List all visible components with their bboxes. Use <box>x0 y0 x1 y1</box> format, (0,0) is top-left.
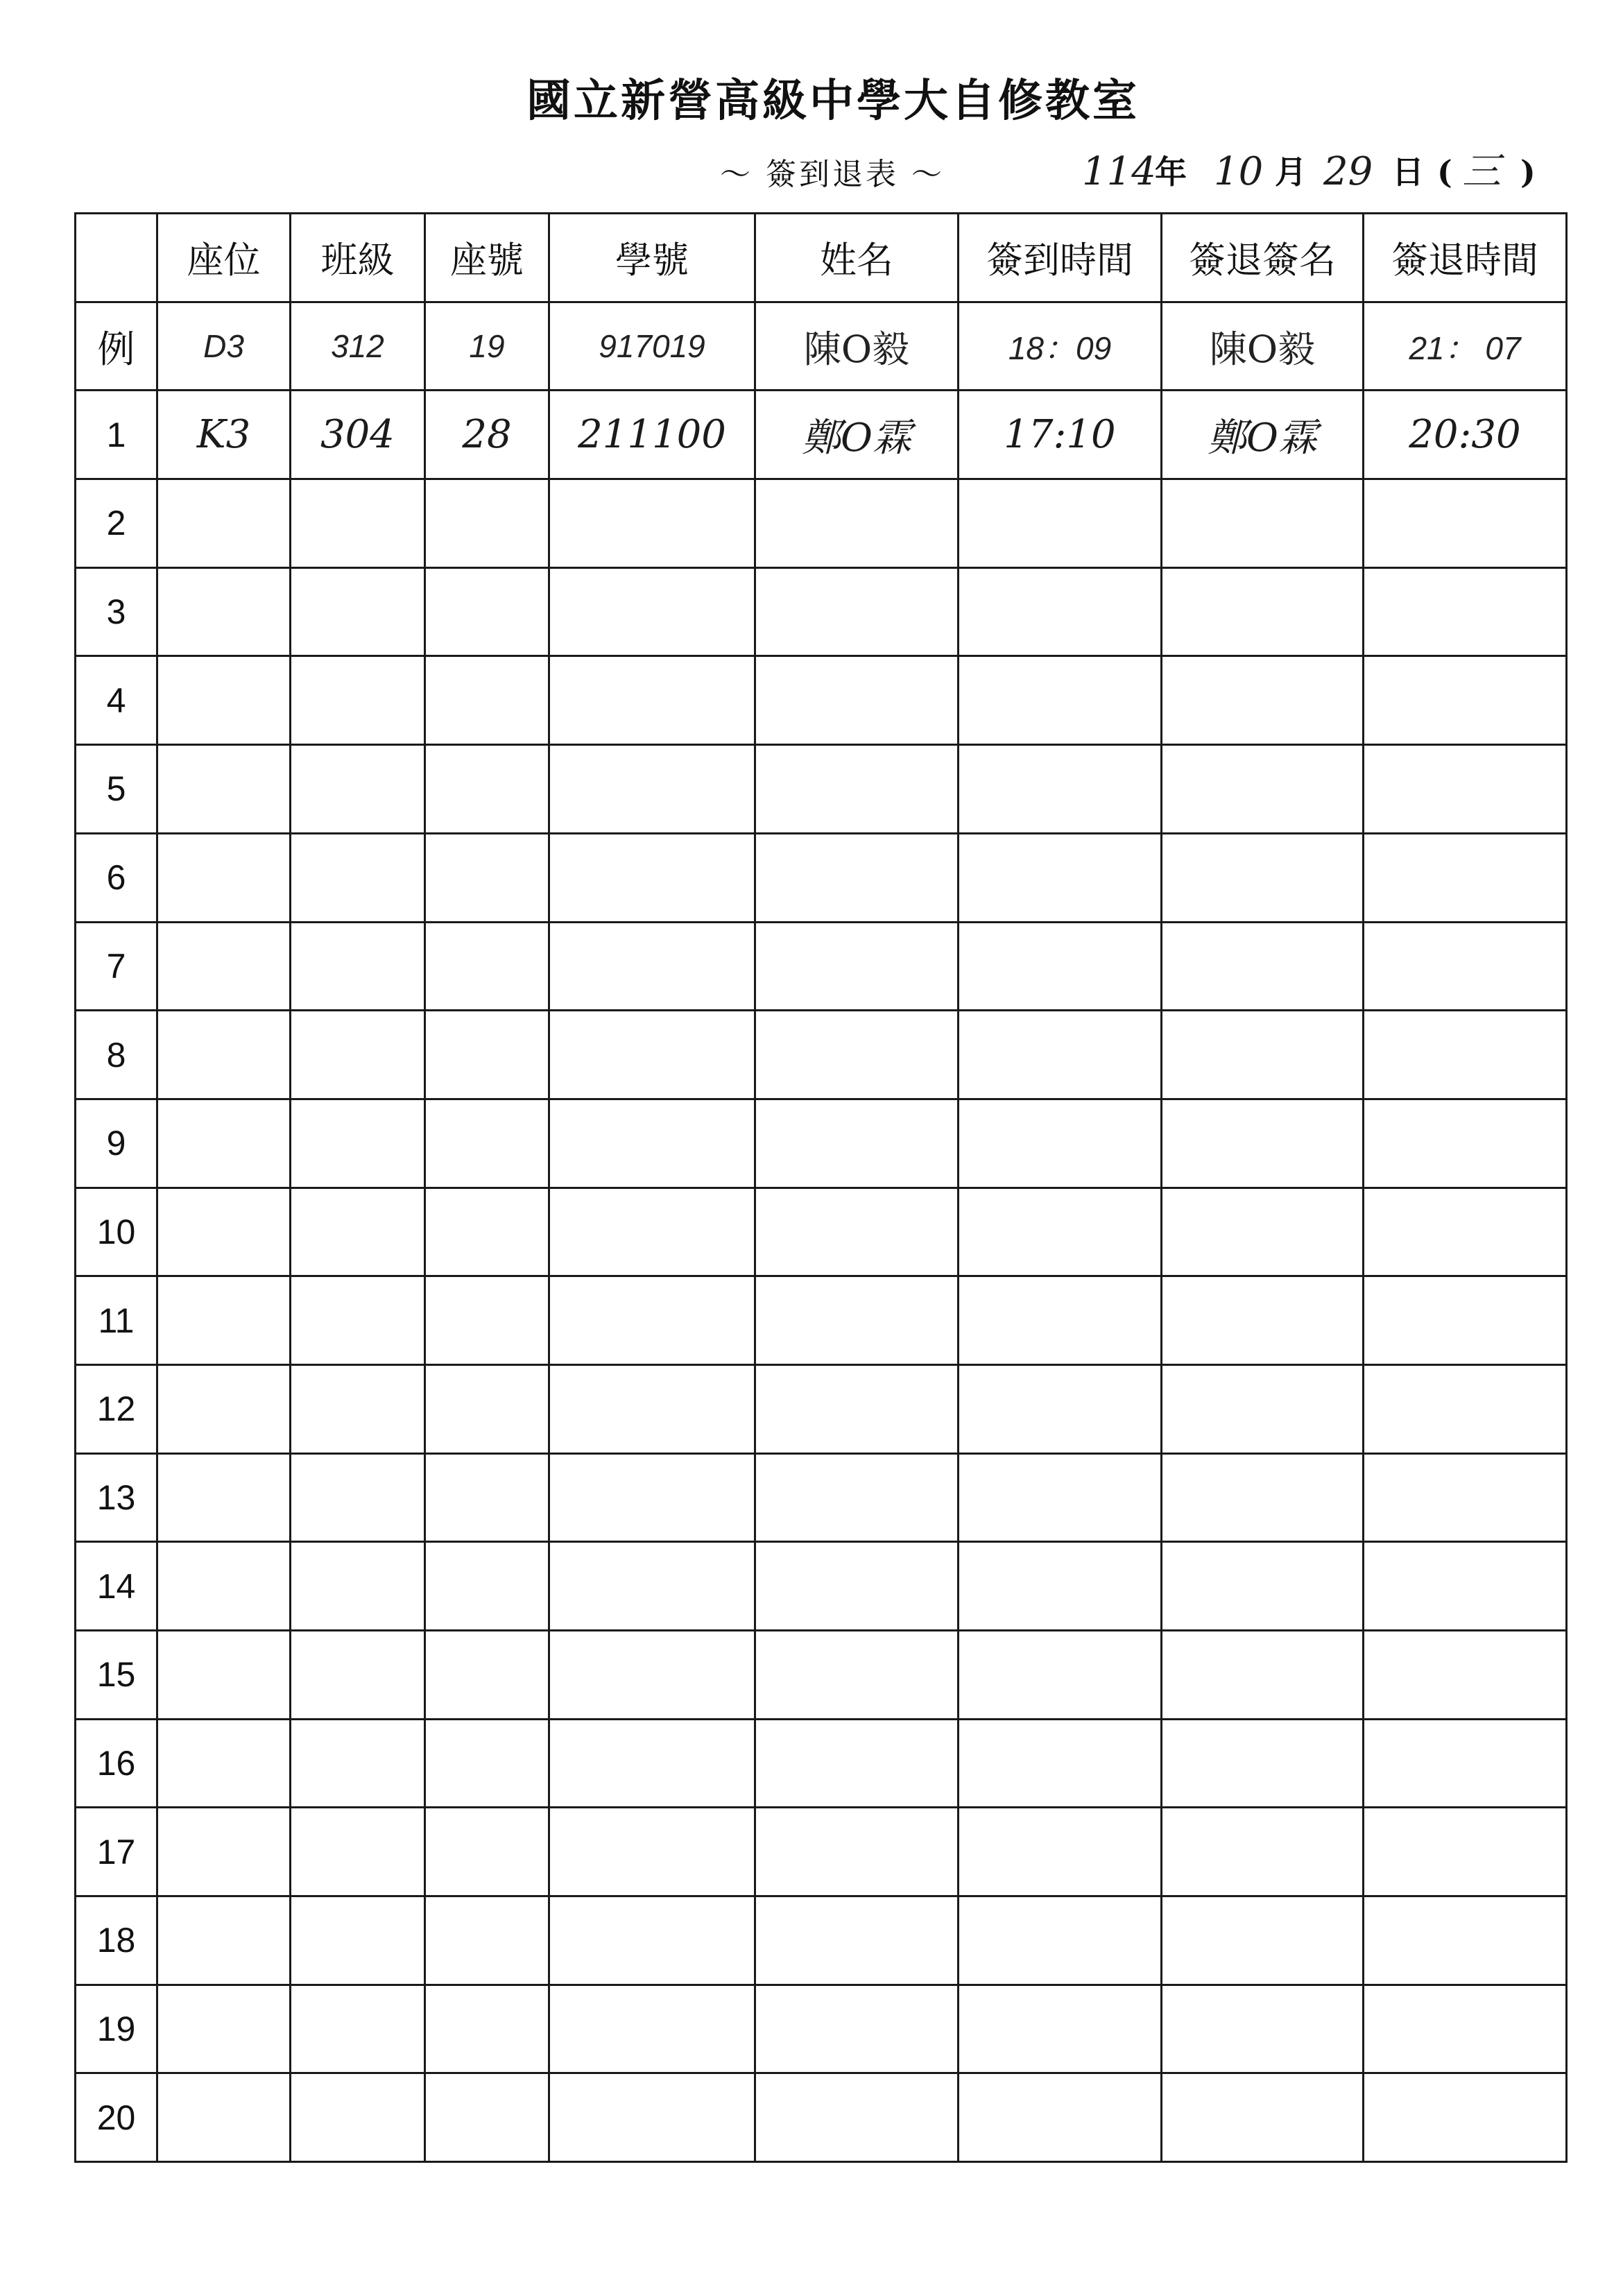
seat-number-cell <box>425 1896 549 1985</box>
name-cell <box>755 1364 959 1453</box>
sign-out-time-cell <box>1364 1985 1567 2073</box>
sign-out-time-cell <box>1364 745 1567 834</box>
sign-out-signature-cell <box>1162 745 1364 834</box>
class-cell <box>291 1631 425 1720</box>
sign-in-time-cell <box>959 656 1162 745</box>
student-id-cell <box>549 1011 755 1099</box>
sign-out-signature-cell <box>1162 479 1364 568</box>
sign-in-time-cell <box>959 1985 1162 2073</box>
sign-out-signature-cell <box>1162 1985 1364 2073</box>
row-number: 18 <box>76 1896 157 1985</box>
row-number: 13 <box>76 1453 157 1542</box>
sign-out-time-cell <box>1364 1719 1567 1808</box>
seat-number-cell <box>425 1011 549 1099</box>
row-number: 16 <box>76 1719 157 1808</box>
seat-number-cell: 28 <box>425 391 549 479</box>
sign-in-time-cell <box>959 1364 1162 1453</box>
sign-out-signature-cell <box>1162 1188 1364 1276</box>
example-sign-out-signature-cell: 陳O毅 <box>1162 302 1364 391</box>
class-cell <box>291 1011 425 1099</box>
seat-number-cell <box>425 1099 549 1188</box>
seat-number-cell <box>425 1719 549 1808</box>
sign-in-time-cell <box>959 1542 1162 1631</box>
date-day: 29 <box>1323 149 1373 194</box>
example-sign-in-time-cell: 18：09 <box>959 302 1162 391</box>
sign-out-time-cell <box>1364 833 1567 922</box>
student-id-cell <box>549 479 755 568</box>
table-row <box>76 922 1567 1011</box>
seat-cell: K3 <box>157 391 291 479</box>
seat-cell <box>157 1542 291 1631</box>
student-id-cell <box>549 1808 755 1896</box>
seat-number-cell <box>425 1985 549 2073</box>
row-number: 10 <box>76 1188 157 1276</box>
sign-out-time-cell <box>1364 2073 1567 2162</box>
class-cell <box>291 745 425 834</box>
column-header: 姓名 <box>755 214 959 302</box>
seat-number-cell <box>425 479 549 568</box>
name-cell <box>755 567 959 656</box>
seat-cell <box>157 656 291 745</box>
class-cell <box>291 567 425 656</box>
date-year: 114 <box>1082 149 1156 194</box>
sign-in-time-cell <box>959 745 1162 834</box>
sign-in-time-cell <box>959 1099 1162 1188</box>
student-id-cell <box>549 922 755 1011</box>
seat-cell <box>157 1011 291 1099</box>
seat-cell <box>157 1276 291 1365</box>
seat-cell <box>157 1099 291 1188</box>
seat-cell <box>157 1985 291 2073</box>
name-cell <box>755 1719 959 1808</box>
sign-out-time-cell <box>1364 1808 1567 1896</box>
row-number: 12 <box>76 1364 157 1453</box>
column-header: 座號 <box>425 214 549 302</box>
sign-in-time-cell <box>959 1188 1162 1276</box>
table-row <box>76 1542 1567 1631</box>
student-id-cell <box>549 1453 755 1542</box>
seat-cell <box>157 745 291 834</box>
sign-out-signature-cell <box>1162 567 1364 656</box>
table-row <box>76 2073 1567 2162</box>
seat-number-cell <box>425 833 549 922</box>
form-subtitle: ～ 簽到退表 ～ <box>720 157 945 192</box>
example-seat-cell: D3 <box>157 302 291 391</box>
student-id-cell: 211100 <box>549 391 755 479</box>
row-number: 2 <box>76 479 157 568</box>
seat-cell <box>157 1896 291 1985</box>
column-header: 簽到時間 <box>959 214 1162 302</box>
column-header: 班級 <box>291 214 425 302</box>
sign-in-time-cell <box>959 1631 1162 1720</box>
example-seat-number-cell: 19 <box>425 302 549 391</box>
sign-out-time-cell <box>1364 1453 1567 1542</box>
seat-cell <box>157 2073 291 2162</box>
seat-number-cell <box>425 1542 549 1631</box>
seat-number-cell <box>425 1276 549 1365</box>
sign-out-time-cell <box>1364 1276 1567 1365</box>
row-number: 15 <box>76 1631 157 1720</box>
sign-in-time-cell: 17:10 <box>959 391 1162 479</box>
sign-out-time-cell <box>1364 656 1567 745</box>
sign-out-signature-cell <box>1162 2073 1364 2162</box>
student-id-cell <box>549 656 755 745</box>
class-cell: 304 <box>291 391 425 479</box>
table-row <box>76 1631 1567 1720</box>
column-header: 簽退時間 <box>1364 214 1567 302</box>
sign-out-time-cell <box>1364 1542 1567 1631</box>
seat-cell <box>157 833 291 922</box>
seat-number-cell <box>425 567 549 656</box>
seat-cell <box>157 1631 291 1720</box>
name-cell <box>755 1276 959 1365</box>
sign-out-time-cell <box>1364 1099 1567 1188</box>
row-number: 4 <box>76 656 157 745</box>
table-row <box>76 656 1567 745</box>
name-cell <box>755 922 959 1011</box>
class-cell <box>291 1188 425 1276</box>
student-id-cell <box>549 1542 755 1631</box>
seat-cell <box>157 567 291 656</box>
table-row <box>76 833 1567 922</box>
name-cell <box>755 656 959 745</box>
student-id-cell <box>549 745 755 834</box>
row-number: 3 <box>76 567 157 656</box>
sign-in-time-cell <box>959 833 1162 922</box>
student-id-cell <box>549 1099 755 1188</box>
class-cell <box>291 1099 425 1188</box>
row-number: 6 <box>76 833 157 922</box>
sign-out-signature-cell <box>1162 1011 1364 1099</box>
column-header: 簽退簽名 <box>1162 214 1364 302</box>
table-row <box>76 745 1567 834</box>
student-id-cell <box>549 2073 755 2162</box>
student-id-cell <box>549 1985 755 2073</box>
sign-out-time-cell <box>1364 1364 1567 1453</box>
seat-cell <box>157 1453 291 1542</box>
class-cell <box>291 1453 425 1542</box>
sign-in-time-cell <box>959 1011 1162 1099</box>
date-day-label: 日 <box>1392 153 1424 191</box>
name-cell <box>755 1011 959 1099</box>
sign-out-time-cell <box>1364 479 1567 568</box>
name-cell <box>755 833 959 922</box>
sign-out-signature-cell <box>1162 1896 1364 1985</box>
seat-number-cell <box>425 1631 549 1720</box>
table-row <box>76 1453 1567 1542</box>
table-row <box>76 1276 1567 1365</box>
seat-cell <box>157 922 291 1011</box>
date-weekday: 三 <box>1462 149 1501 194</box>
sign-in-time-cell <box>959 1453 1162 1542</box>
seat-number-cell <box>425 1188 549 1276</box>
seat-cell <box>157 1188 291 1276</box>
row-number: 19 <box>76 1985 157 2073</box>
seat-number-cell <box>425 1453 549 1542</box>
name-cell: 鄭O霖 <box>755 391 959 479</box>
class-cell <box>291 656 425 745</box>
row-number: 9 <box>76 1099 157 1188</box>
seat-number-cell <box>425 1808 549 1896</box>
seat-cell <box>157 1719 291 1808</box>
student-id-cell <box>549 1276 755 1365</box>
name-cell <box>755 479 959 568</box>
table-row <box>76 1188 1567 1276</box>
table-row <box>76 1099 1567 1188</box>
row-number: 1 <box>76 391 157 479</box>
class-cell <box>291 833 425 922</box>
class-cell <box>291 1364 425 1453</box>
seat-number-cell <box>425 1364 549 1453</box>
table-row <box>76 1011 1567 1099</box>
sign-out-signature-cell <box>1162 1808 1364 1896</box>
table-row <box>76 1985 1567 2073</box>
table-row <box>76 479 1567 568</box>
date-weekday-open: ( <box>1437 153 1452 191</box>
date-month-label: 月 <box>1275 153 1307 191</box>
row-number: 14 <box>76 1542 157 1631</box>
table-body <box>76 302 1567 2161</box>
sign-in-time-cell <box>959 1896 1162 1985</box>
table-row <box>76 1719 1567 1808</box>
name-cell <box>755 1099 959 1188</box>
example-student-id-cell: 917019 <box>549 302 755 391</box>
sign-out-signature-cell <box>1162 833 1364 922</box>
table-row <box>76 1896 1567 1985</box>
sign-out-time-cell <box>1364 922 1567 1011</box>
row-number: 11 <box>76 1276 157 1365</box>
name-cell <box>755 1453 959 1542</box>
name-cell <box>755 1542 959 1631</box>
example-row <box>76 302 1567 391</box>
table-row <box>76 567 1567 656</box>
seat-cell <box>157 1808 291 1896</box>
seat-cell <box>157 479 291 568</box>
sign-out-time-cell: 20:30 <box>1364 391 1567 479</box>
sign-in-time-cell <box>959 1276 1162 1365</box>
table-header <box>76 214 1567 302</box>
name-cell <box>755 1188 959 1276</box>
sign-in-time-cell <box>959 2073 1162 2162</box>
row-number: 8 <box>76 1011 157 1099</box>
sign-in-sheet-table <box>74 212 1568 2163</box>
sign-in-time-cell <box>959 567 1162 656</box>
date-year-label: 年 <box>1155 153 1187 191</box>
student-id-cell <box>549 1188 755 1276</box>
example-class-cell: 312 <box>291 302 425 391</box>
seat-cell <box>157 1364 291 1453</box>
name-cell <box>755 1985 959 2073</box>
sign-out-time-cell <box>1364 1896 1567 1985</box>
sign-out-signature-cell <box>1162 1453 1364 1542</box>
name-cell <box>755 2073 959 2162</box>
column-header: 學號 <box>549 214 755 302</box>
date-month: 10 <box>1214 149 1264 194</box>
sign-in-time-cell <box>959 1719 1162 1808</box>
example-name-cell: 陳O毅 <box>755 302 959 391</box>
name-cell <box>755 745 959 834</box>
sign-out-signature-cell: 鄭O霖 <box>1162 391 1364 479</box>
seat-number-cell <box>425 922 549 1011</box>
sign-out-signature-cell <box>1162 1542 1364 1631</box>
sign-out-time-cell <box>1364 1011 1567 1099</box>
class-cell <box>291 1985 425 2073</box>
example-sign-out-time-cell: 21： 07 <box>1364 302 1567 391</box>
sign-out-signature-cell <box>1162 1719 1364 1808</box>
seat-number-cell <box>425 2073 549 2162</box>
example-label: 例 <box>76 302 157 391</box>
table-row <box>76 1808 1567 1896</box>
table-row <box>76 391 1567 479</box>
header-row <box>76 214 1567 302</box>
sign-in-time-cell <box>959 479 1162 568</box>
name-cell <box>755 1896 959 1985</box>
student-id-cell <box>549 1631 755 1720</box>
sign-out-time-cell <box>1364 1188 1567 1276</box>
sign-out-signature-cell <box>1162 656 1364 745</box>
student-id-cell <box>549 1719 755 1808</box>
sign-out-signature-cell <box>1162 1099 1364 1188</box>
class-cell <box>291 1542 425 1631</box>
row-number: 20 <box>76 2073 157 2162</box>
class-cell <box>291 2073 425 2162</box>
row-number: 7 <box>76 922 157 1011</box>
row-number: 17 <box>76 1808 157 1896</box>
class-cell <box>291 1719 425 1808</box>
class-cell <box>291 479 425 568</box>
corner-cell <box>76 214 157 302</box>
sign-out-time-cell <box>1364 1631 1567 1720</box>
class-cell <box>291 922 425 1011</box>
sign-out-signature-cell <box>1162 1364 1364 1453</box>
name-cell <box>755 1631 959 1720</box>
sign-in-time-cell <box>959 1808 1162 1896</box>
sign-out-signature-cell <box>1162 1276 1364 1365</box>
student-id-cell <box>549 1896 755 1985</box>
seat-number-cell <box>425 656 549 745</box>
student-id-cell <box>549 1364 755 1453</box>
sign-out-time-cell <box>1364 567 1567 656</box>
student-id-cell <box>549 567 755 656</box>
name-cell <box>755 1808 959 1896</box>
class-cell <box>291 1896 425 1985</box>
form-title: 國立新營高級中學大自修教室 <box>526 75 1140 127</box>
class-cell <box>291 1808 425 1896</box>
seat-number-cell <box>425 745 549 834</box>
student-id-cell <box>549 833 755 922</box>
table-row <box>76 1364 1567 1453</box>
sign-in-time-cell <box>959 922 1162 1011</box>
sign-out-signature-cell <box>1162 922 1364 1011</box>
date-weekday-close: ) <box>1520 153 1536 191</box>
sign-out-signature-cell <box>1162 1631 1364 1720</box>
class-cell <box>291 1276 425 1365</box>
column-header: 座位 <box>157 214 291 302</box>
row-number: 5 <box>76 745 157 834</box>
